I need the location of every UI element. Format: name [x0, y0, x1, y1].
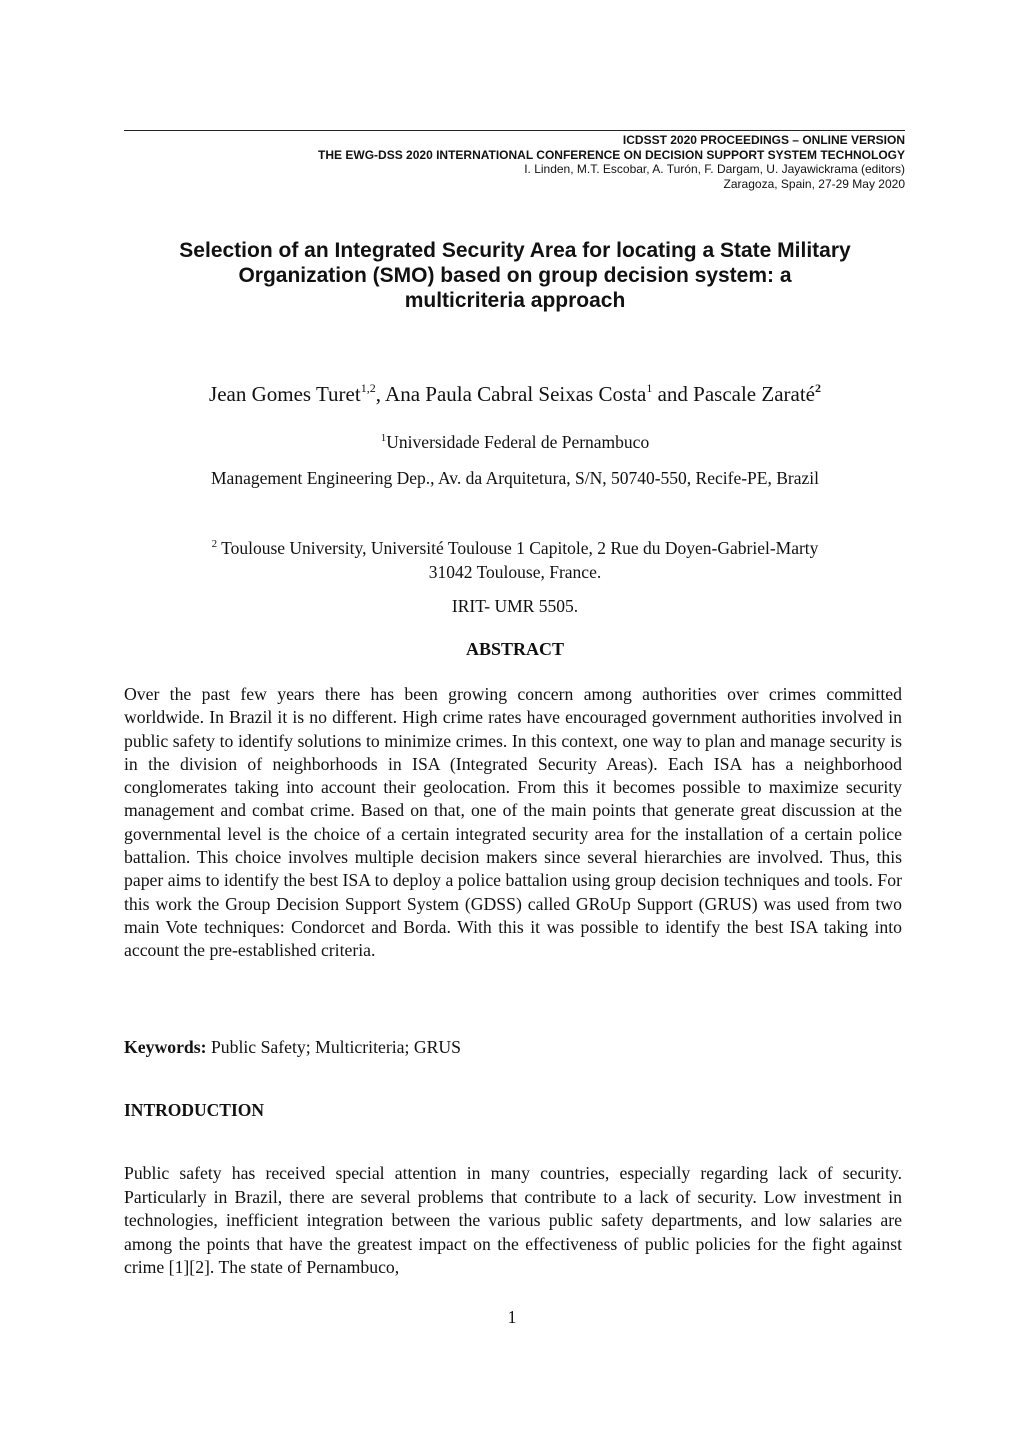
abstract-heading: ABSTRACT — [465, 639, 565, 659]
author-name: Jean Gomes Turet — [209, 382, 361, 406]
affiliation-2-line — [100, 536, 930, 560]
keywords-label: Keywords: — [124, 1037, 207, 1057]
affiliation-institution: Toulouse University, Université Toulouse 1 Capitole, 2 Rue du Doyen-Gabriel-Marty — [217, 538, 819, 558]
author-name: Pascale Zaraté — [693, 382, 815, 406]
affiliation-mark: 2 — [211, 538, 218, 550]
author-list — [100, 380, 930, 408]
author-affiliation-mark: 2 — [814, 381, 821, 395]
paper-title — [110, 238, 920, 313]
header-proceedings: ICDSST 2020 PROCEEDINGS – ONLINE VERSION — [622, 133, 905, 147]
author-affiliation-mark: 1,2 — [360, 381, 376, 395]
keywords-list: Public Safety; Multicriteria; GRUS — [206, 1037, 462, 1057]
title-line: Selection of an Integrated Security Area for locating a State Military — [179, 239, 851, 262]
affiliation-1-name — [100, 431, 930, 453]
affiliation-2-unit: IRIT- UMR 5505. — [451, 596, 579, 616]
header-location: Zaragoza, Spain, 27-29 May 2020 — [723, 176, 905, 191]
conference-header — [124, 133, 905, 191]
introduction-heading: INTRODUCTION — [124, 1100, 265, 1120]
keywords — [124, 1036, 902, 1059]
author-separator: , — [375, 382, 386, 406]
introduction-body: Public safety has received special attention in many countries, especially regarding lack of security. Particularly in Brazil, there are several problems that contribute to a lack of security. Low investment in technologies, inefficient integration between the various public safety departments, and low salaries are among the points that have the greatest impact on the effectiveness of public policies for the fight against crime [1][2]. The state of Pernambuco, — [124, 1163, 902, 1277]
page-number: 1 — [507, 1307, 517, 1327]
author-name: Ana Paula Cabral Seixas Costa — [385, 382, 647, 406]
author-affiliation-mark: 1 — [646, 381, 653, 395]
header-rule — [124, 130, 905, 131]
abstract-body: Over the past few years there has been growing concern among authorities over crimes committed worldwide. In Brazil it is no different. High crime rates have encouraged government authorities involved in public safety to identify solutions to minimize crimes. In this context, one way to plan and manage security is in the division of neighborhoods in ISA (Integrated Security Areas). Each ISA has a neighborhood conglomerates taking into account their geolocation. From this it becomes possible to maximize security management and combat crime. Based on that, one of the main points that generate great discussion at the governmental level is the choice of a certain integrated security area for the installation of a certain police battalion. This choice involves multiple decision makers since several hierarchies are involved. Thus, this paper aims to identify the best ISA to deploy a police battalion using group decision techniques and tools. For this work the Group Decision Support System (GDSS) called GRoUp Support (GRUS) was used from two main Vote techniques: Condorcet and Borda. With this it was possible to identify the best ISA taking into account the pre-established criteria. — [124, 684, 902, 961]
title-line: Organization (SMO) based on group decision system: a — [238, 264, 792, 287]
header-editors: I. Linden, M.T. Escobar, A. Turón, F. Dargam, U. Jayawickrama (editors) — [524, 162, 905, 176]
affiliation-2 — [100, 536, 930, 584]
header-conference: THE EWG-DSS 2020 INTERNATIONAL CONFERENCE ON DECISION SUPPORT SYSTEM TECHNOLOGY — [318, 147, 905, 162]
affiliation-2-city: 31042 Toulouse, France. — [428, 562, 602, 582]
affiliation-1-address: Management Engineering Dep., Av. da Arquitetura, S/N, 50740-550, Recife-PE, Brazil — [211, 468, 819, 488]
affiliation-institution: Universidade Federal de Pernambuco — [386, 432, 650, 452]
title-line: multicriteria approach — [404, 289, 626, 312]
affiliation-mark: 1 — [380, 432, 387, 444]
author-separator: and — [652, 382, 694, 406]
